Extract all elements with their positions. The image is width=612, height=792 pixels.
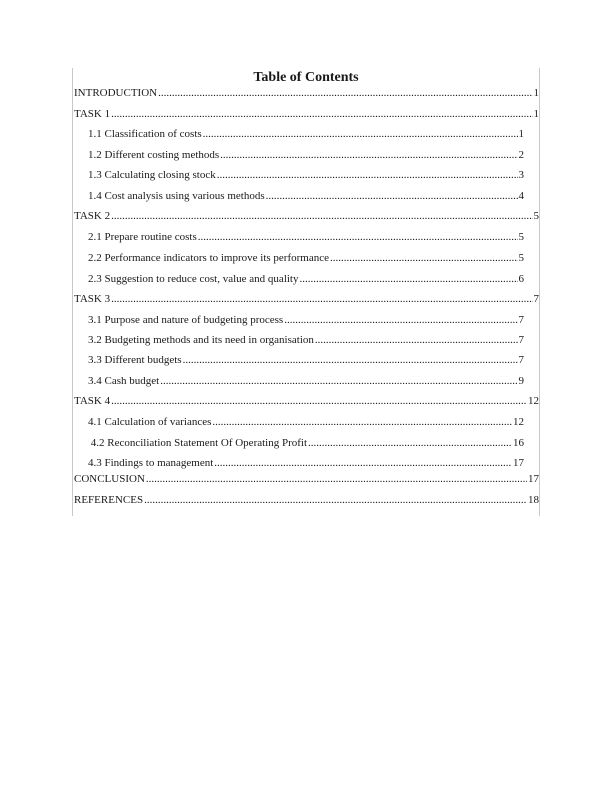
toc-entry-2-3[interactable]	[88, 272, 524, 286]
toc-entry-4-1[interactable]	[88, 415, 524, 429]
toc-entry-4-3[interactable]	[88, 456, 524, 470]
toc-entry-page: 2	[518, 149, 524, 161]
toc-entry-task-2[interactable]	[74, 209, 539, 223]
toc-entry-page: 17	[528, 473, 539, 485]
leader-dots	[315, 333, 518, 347]
toc-entry-label: 3.1 Purpose and nature of budgeting process	[88, 314, 284, 326]
toc-entry-page: 1	[533, 108, 539, 120]
toc-entry-conclusion[interactable]	[74, 472, 539, 486]
leader-dots	[308, 436, 512, 450]
toc-entry-label: TASK 3	[74, 293, 111, 305]
leader-dots	[158, 86, 532, 100]
leader-dots	[144, 493, 527, 507]
toc-entry-introduction[interactable]	[74, 86, 539, 100]
toc-entry-label: 1.1 Classification of costs	[88, 128, 202, 140]
leader-dots	[160, 374, 517, 388]
toc-entry-label: TASK 2	[74, 210, 111, 222]
toc-entry-3-1[interactable]	[88, 313, 524, 327]
toc-entry-label: 4.1 Calculation of variances	[88, 416, 212, 428]
leader-dots	[111, 394, 527, 408]
toc-entry-label: CONCLUSION	[74, 473, 145, 485]
leader-dots	[111, 292, 532, 306]
leader-dots	[220, 148, 517, 162]
toc-entry-page: 7	[518, 334, 524, 346]
toc-entry-page: 18	[528, 494, 539, 506]
toc-entry-page: 5	[518, 231, 524, 243]
leader-dots	[183, 353, 518, 367]
leader-dots	[203, 127, 518, 141]
toc-entry-page: 4	[518, 190, 524, 202]
leader-dots	[111, 107, 532, 121]
toc-entry-label: 1.4 Cost analysis using various methods	[88, 190, 265, 202]
leader-dots	[284, 313, 517, 327]
toc-entry-label: 4.2 Reconciliation Statement Of Operating Profit	[88, 437, 308, 449]
leader-dots	[146, 472, 527, 486]
toc-entry-label: TASK 4	[74, 395, 111, 407]
toc-entry-label: TASK 1	[74, 108, 111, 120]
toc-entry-label: 3.2 Budgeting methods and its need in organisation	[88, 334, 314, 346]
table-of-contents	[72, 68, 540, 516]
toc-entry-task-1[interactable]	[74, 107, 539, 121]
toc-entry-2-1[interactable]	[88, 230, 524, 244]
leader-dots	[212, 415, 512, 429]
toc-entry-task-4[interactable]	[74, 394, 539, 408]
toc-entry-1-4[interactable]	[88, 189, 524, 203]
leader-dots	[299, 272, 517, 286]
toc-entry-label: 2.2 Performance indicators to improve its performance	[88, 252, 330, 264]
toc-entry-label: 4.3 Findings to management	[88, 457, 214, 469]
toc-entry-1-2[interactable]	[88, 148, 524, 162]
toc-entry-1-3[interactable]	[88, 168, 524, 182]
leader-dots	[111, 209, 532, 223]
toc-entry-1-1[interactable]	[88, 127, 524, 141]
toc-entry-3-3[interactable]	[88, 353, 524, 367]
toc-entry-label: 1.2 Different costing methods	[88, 149, 220, 161]
toc-entry-page: 1	[518, 128, 524, 140]
toc-entry-page: 16	[513, 437, 524, 449]
toc-entry-page: 7	[533, 293, 539, 305]
toc-entry-page: 5	[518, 252, 524, 264]
left-frame-line	[72, 68, 73, 516]
toc-entry-4-2[interactable]	[88, 436, 524, 450]
toc-entry-page: 9	[518, 375, 524, 387]
toc-entry-page: 12	[513, 416, 524, 428]
leader-dots	[217, 168, 518, 182]
toc-entry-label: REFERENCES	[74, 494, 144, 506]
toc-entry-task-3[interactable]	[74, 292, 539, 306]
toc-entry-3-4[interactable]	[88, 374, 524, 388]
toc-entry-page: 7	[518, 354, 524, 366]
toc-entry-label: 3.4 Cash budget	[88, 375, 160, 387]
right-frame-line	[539, 68, 540, 516]
leader-dots	[214, 456, 512, 470]
toc-entry-page: 6	[518, 273, 524, 285]
toc-entry-2-2[interactable]	[88, 251, 524, 265]
toc-entry-page: 17	[513, 457, 524, 469]
toc-entry-label: 2.1 Prepare routine costs	[88, 231, 197, 243]
toc-entry-page: 1	[533, 87, 539, 99]
leader-dots	[198, 230, 518, 244]
toc-entry-label: 2.3 Suggestion to reduce cost, value and quality	[88, 273, 299, 285]
leader-dots	[330, 251, 517, 265]
toc-entry-page: 3	[518, 169, 524, 181]
leader-dots	[266, 189, 518, 203]
toc-entry-3-2[interactable]	[88, 333, 524, 347]
toc-title: Table of Contents	[253, 70, 359, 85]
toc-entry-label: 1.3 Calculating closing stock	[88, 169, 216, 181]
toc-entry-page: 5	[533, 210, 539, 222]
toc-entry-label: 3.3 Different budgets	[88, 354, 182, 366]
toc-entry-references[interactable]	[74, 493, 539, 507]
toc-entry-page: 12	[528, 395, 539, 407]
toc-entry-label: INTRODUCTION	[74, 87, 158, 99]
toc-entry-page: 7	[518, 314, 524, 326]
